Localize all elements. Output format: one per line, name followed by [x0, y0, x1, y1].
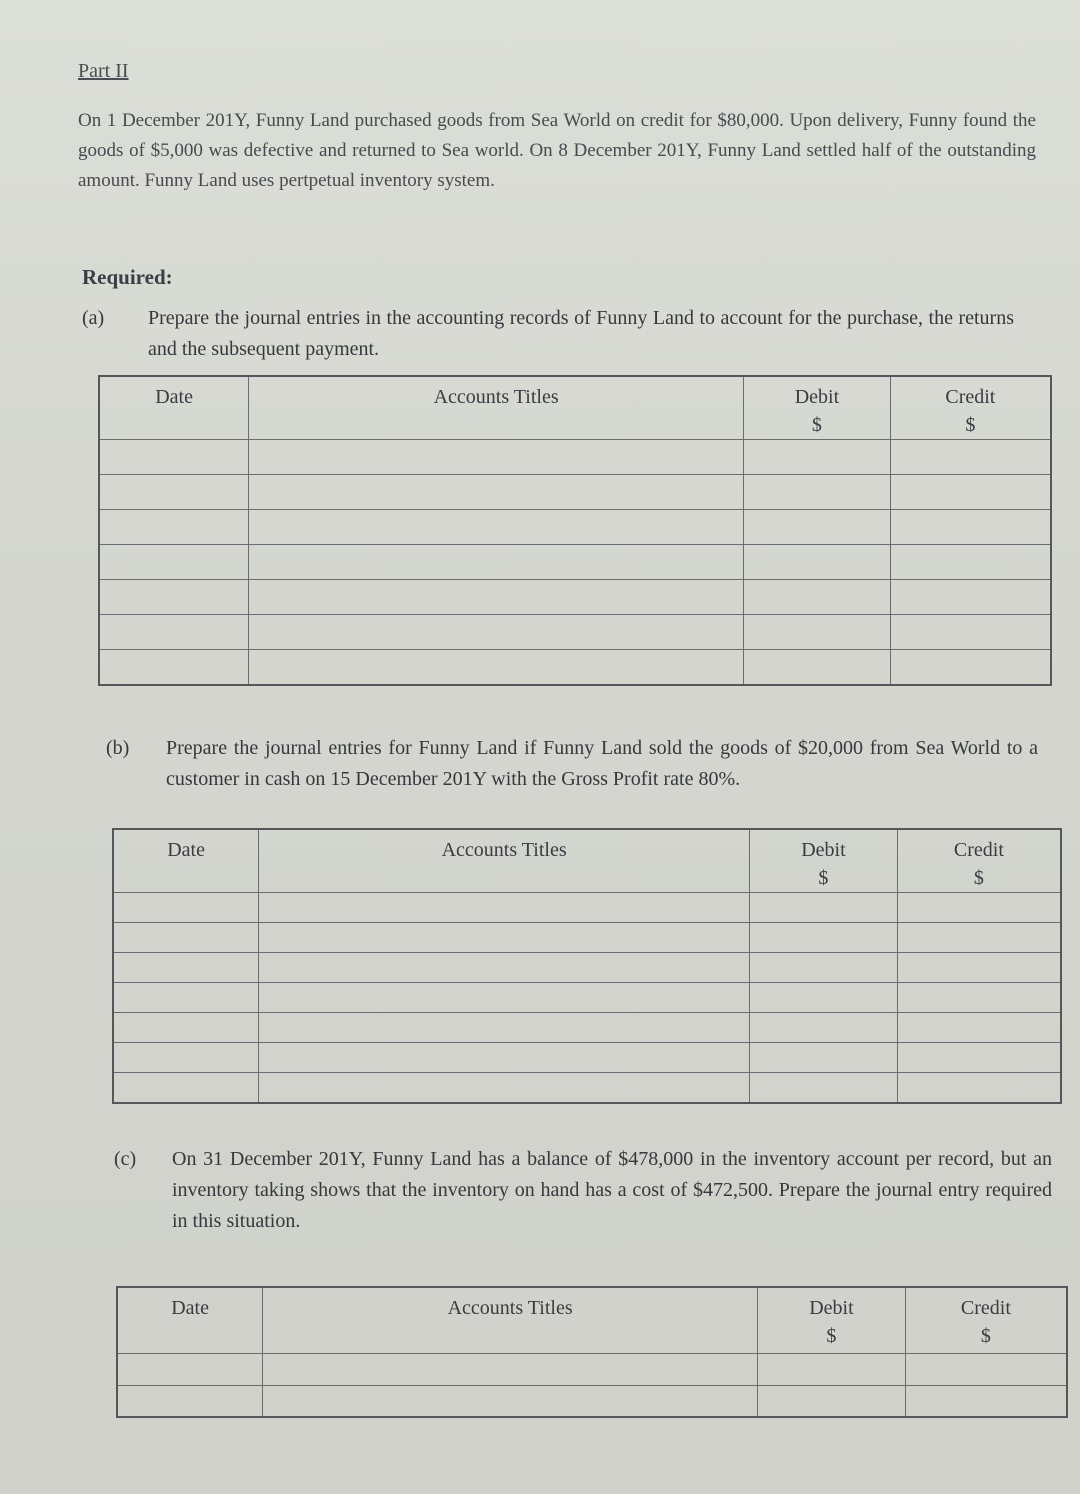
- debit-cell[interactable]: [744, 475, 891, 510]
- journal-row: [99, 475, 1051, 510]
- account-title-cell[interactable]: [249, 475, 744, 510]
- question-a-label: (a): [82, 307, 105, 329]
- date-cell[interactable]: [113, 1073, 259, 1103]
- credit-cell[interactable]: [890, 580, 1051, 615]
- credit-cell[interactable]: [890, 545, 1051, 580]
- journal-row: [113, 1073, 1061, 1103]
- account-title-cell[interactable]: [249, 440, 744, 475]
- debit-cell[interactable]: [758, 1385, 906, 1417]
- debit-cell[interactable]: [744, 650, 891, 685]
- date-cell[interactable]: [99, 475, 249, 510]
- account-title-cell[interactable]: [249, 615, 744, 650]
- date-cell[interactable]: [99, 580, 249, 615]
- credit-header: Credit $: [905, 1287, 1067, 1353]
- account-title-cell[interactable]: [259, 923, 750, 953]
- question-b-label: (b): [106, 737, 130, 759]
- journal-row: [113, 1043, 1061, 1073]
- part-heading: Part II: [78, 60, 129, 82]
- credit-cell[interactable]: [890, 615, 1051, 650]
- credit-cell[interactable]: [890, 510, 1051, 545]
- account-title-cell[interactable]: [263, 1353, 758, 1385]
- credit-cell[interactable]: [890, 650, 1051, 685]
- credit-cell[interactable]: [905, 1353, 1067, 1385]
- account-title-cell[interactable]: [249, 545, 744, 580]
- journal-row: [113, 953, 1061, 983]
- credit-cell[interactable]: [897, 923, 1061, 953]
- debit-cell[interactable]: [750, 1073, 898, 1103]
- date-cell[interactable]: [99, 545, 249, 580]
- date-cell[interactable]: [99, 510, 249, 545]
- account-title-cell[interactable]: [249, 580, 744, 615]
- credit-header: Credit $: [890, 376, 1051, 440]
- account-title-cell[interactable]: [259, 1013, 750, 1043]
- credit-cell[interactable]: [897, 983, 1061, 1013]
- journal-row: [99, 615, 1051, 650]
- credit-cell[interactable]: [890, 475, 1051, 510]
- account-title-cell[interactable]: [259, 983, 750, 1013]
- journal-row: [99, 510, 1051, 545]
- date-header: Date: [99, 376, 249, 440]
- journal-row: [99, 580, 1051, 615]
- account-title-cell[interactable]: [259, 893, 750, 923]
- question-c-text: On 31 December 201Y, Funny Land has a balance of $478,000 in the inventory account per record, but an inventory taking shows that the inventory on hand has a cost of $472,500. Prepare the journal entry required in this situation.: [172, 1148, 1052, 1232]
- account-title-cell[interactable]: [249, 650, 744, 685]
- credit-cell[interactable]: [890, 440, 1051, 475]
- required-label: Required:: [82, 265, 173, 289]
- credit-header: Credit $: [897, 829, 1061, 893]
- debit-header: Debit $: [758, 1287, 906, 1353]
- credit-cell[interactable]: [897, 1043, 1061, 1073]
- question-c-label: (c): [114, 1148, 137, 1170]
- debit-cell[interactable]: [744, 580, 891, 615]
- date-cell[interactable]: [113, 953, 259, 983]
- debit-cell[interactable]: [750, 1013, 898, 1043]
- credit-cell[interactable]: [897, 1073, 1061, 1103]
- credit-cell[interactable]: [897, 953, 1061, 983]
- debit-cell[interactable]: [758, 1353, 906, 1385]
- date-cell[interactable]: [99, 440, 249, 475]
- journal-table-a: [98, 375, 1052, 686]
- debit-header: Debit $: [744, 376, 891, 440]
- debit-cell[interactable]: [750, 953, 898, 983]
- journal-table-c: [116, 1286, 1068, 1418]
- debit-cell[interactable]: [750, 983, 898, 1013]
- journal-row: [113, 923, 1061, 953]
- journal-row: [99, 650, 1051, 685]
- debit-cell[interactable]: [750, 893, 898, 923]
- debit-cell[interactable]: [750, 923, 898, 953]
- question-c: [114, 1144, 1054, 1239]
- date-header: Date: [117, 1287, 263, 1353]
- journal-row: [99, 545, 1051, 580]
- problem-statement: On 1 December 201Y, Funny Land purchased goods from Sea World on credit for $80,000. Upon delivery, Funny found the goods of $5,000 was defective and returned to Sea world. On 8 December 201Y, Funny Land settled half of the outstanding amount. Funny Land uses pertpetual inventory system.: [78, 110, 1036, 191]
- debit-cell[interactable]: [744, 510, 891, 545]
- debit-cell[interactable]: [744, 615, 891, 650]
- date-cell[interactable]: [113, 983, 259, 1013]
- account-title-cell[interactable]: [259, 953, 750, 983]
- date-cell[interactable]: [113, 893, 259, 923]
- question-b-text: Prepare the journal entries for Funny Land if Funny Land sold the goods of $20,000 from Sea World to a customer in cash on 15 December 201Y with the Gross Profit rate 80%.: [166, 737, 1038, 790]
- account-title-cell[interactable]: [259, 1073, 750, 1103]
- date-cell[interactable]: [113, 1013, 259, 1043]
- journal-table-b: [112, 828, 1062, 1104]
- journal-row: [117, 1385, 1067, 1417]
- question-a-text: Prepare the journal entries in the accounting records of Funny Land to account for the purchase, the returns and the subsequent payment.: [148, 307, 1014, 360]
- date-cell[interactable]: [113, 923, 259, 953]
- question-a: [82, 303, 1022, 367]
- date-cell[interactable]: [99, 615, 249, 650]
- journal-row: [99, 440, 1051, 475]
- account-title-cell[interactable]: [263, 1385, 758, 1417]
- accounts-titles-header: Accounts Titles: [249, 376, 744, 440]
- date-cell[interactable]: [117, 1353, 263, 1385]
- account-title-cell[interactable]: [259, 1043, 750, 1073]
- date-cell[interactable]: [99, 650, 249, 685]
- question-b: [106, 733, 1041, 828]
- debit-cell[interactable]: [744, 440, 891, 475]
- date-cell[interactable]: [117, 1385, 263, 1417]
- accounts-titles-header: Accounts Titles: [263, 1287, 758, 1353]
- journal-row: [117, 1353, 1067, 1385]
- accounts-titles-header: Accounts Titles: [259, 829, 750, 893]
- account-title-cell[interactable]: [249, 510, 744, 545]
- date-header: Date: [113, 829, 259, 893]
- journal-row: [113, 983, 1061, 1013]
- debit-header: Debit $: [750, 829, 898, 893]
- journal-row: [113, 893, 1061, 923]
- credit-cell[interactable]: [897, 893, 1061, 923]
- journal-row: [113, 1013, 1061, 1043]
- debit-cell[interactable]: [750, 1043, 898, 1073]
- debit-cell[interactable]: [744, 545, 891, 580]
- credit-cell[interactable]: [905, 1385, 1067, 1417]
- date-cell[interactable]: [113, 1043, 259, 1073]
- credit-cell[interactable]: [897, 1013, 1061, 1043]
